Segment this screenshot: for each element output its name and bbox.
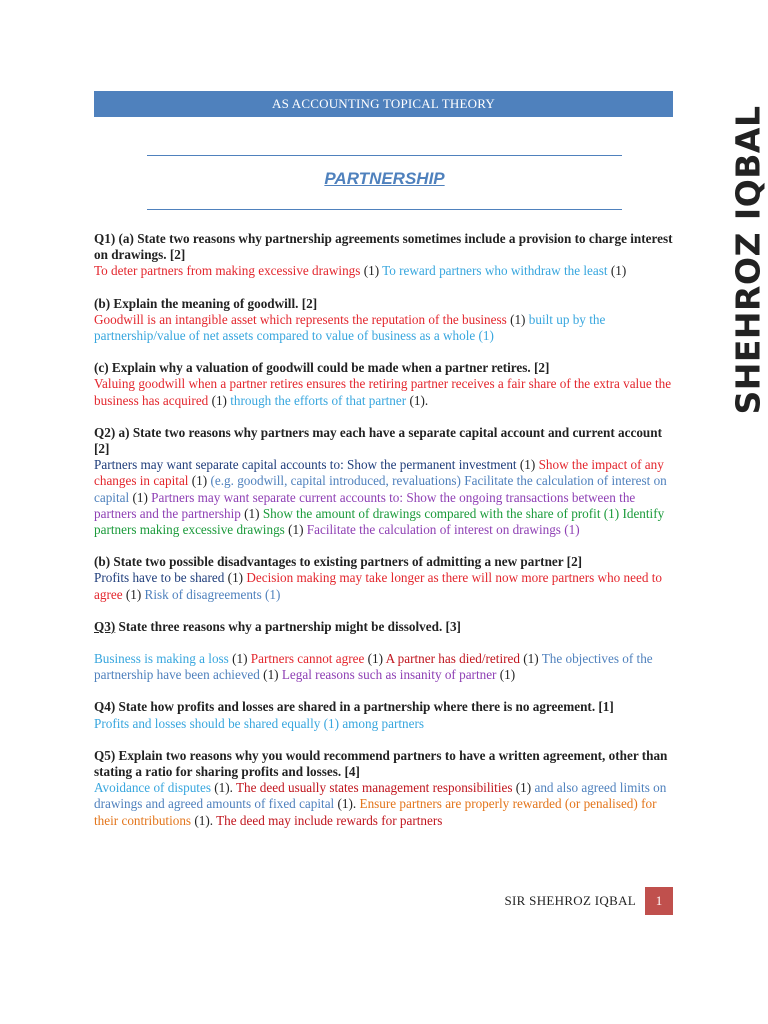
answer-segment: and also agreed limits on drawings and agreed amounts of fixed capital xyxy=(94,780,667,812)
answer-segment: (e.g. goodwill, capital introduced, revaluations) Facilitate the calculation of interest on capital xyxy=(94,473,667,505)
question-body: Q1) (a) State two reasons why partnership agreements sometimes include a provision to charge interest on drawings. [2] xyxy=(94,231,673,263)
answer-segment: Avoidance of disputes xyxy=(94,780,211,796)
title-rule-bottom xyxy=(147,209,622,210)
question-block xyxy=(94,619,676,684)
answer-segment: (1) xyxy=(364,651,386,667)
answer-segment: (1) xyxy=(360,263,383,279)
answer-segment: Partners may want separate current accounts to: Show the ongoing transactions between the partners and the partnership xyxy=(94,489,636,521)
question-body: (c) Explain why a valuation of goodwill could be made when a partner retires. [2] xyxy=(94,360,550,376)
answer-segment: To deter partners from making excessive drawings xyxy=(94,263,361,279)
page-number: 1 xyxy=(645,887,673,915)
question-block xyxy=(94,425,676,538)
answer-segment: (1) xyxy=(607,263,627,279)
question-body: Q5) Explain two reasons why you would recommend partners to have a written agreement, other than stating a ratio for sharing profits and losses. [4] xyxy=(94,747,668,780)
question-list xyxy=(94,231,676,845)
answer-segment: Risk of disagreements (1) xyxy=(144,586,281,602)
answer-segment: (1) xyxy=(188,473,211,489)
question-spacer xyxy=(94,635,676,651)
answer-segment: (1) xyxy=(129,489,152,505)
answer-segment: The deed may include rewards for partners xyxy=(216,812,443,828)
answer-segment: (1) xyxy=(208,392,231,408)
answer-segment: Goodwill is an intangible asset which represents the reputation of the business xyxy=(94,311,507,327)
answer-segment: Profits and losses should be shared equally (1) among partners xyxy=(94,715,424,731)
question-text xyxy=(94,554,676,570)
answer-segment: Facilitate the calculation of interest on drawings (1) xyxy=(306,522,580,538)
answer-segment: Business is making a loss xyxy=(94,651,229,667)
side-author-label: SHEHROZ IQBAL xyxy=(728,105,768,415)
answer-segment: (1). xyxy=(334,796,360,812)
answer-segment: through the efforts of that partner xyxy=(230,392,407,408)
answer-segment: Show the amount of drawings compared with the share of profit (1) Identify partners making excessive drawings xyxy=(94,505,665,538)
answer-text xyxy=(94,263,676,279)
answer-segment: (1). xyxy=(191,812,217,828)
answer-segment: (1) xyxy=(259,667,282,683)
answer-text xyxy=(94,457,676,538)
answer-text xyxy=(94,376,676,408)
question-block xyxy=(94,748,676,829)
answer-segment: (1) xyxy=(228,651,251,667)
question-body: (b) Explain the meaning of goodwill. [2] xyxy=(94,295,318,311)
question-text xyxy=(94,699,676,715)
question-text xyxy=(94,619,676,635)
answer-segment: built up by the partnership/value of net assets compared to value of business as a whole (1) xyxy=(94,311,606,344)
answer-segment: Partners may want separate capital accounts to: Show the permanent investment xyxy=(94,457,517,473)
answer-segment: (1) xyxy=(516,457,539,473)
answer-text xyxy=(94,780,676,829)
question-text xyxy=(94,360,676,376)
question-block xyxy=(94,360,676,409)
footer-author: SIR SHEHROZ IQBAL xyxy=(504,893,636,908)
answer-segment: Partners cannot agree xyxy=(250,651,365,667)
answer-text xyxy=(94,716,676,732)
question-body: Q2) a) State two reasons why partners may each have a separate capital account and current account [2] xyxy=(94,424,662,457)
title-rule-top xyxy=(147,155,622,156)
question-block xyxy=(94,296,676,345)
page-title: PARTNERSHIP xyxy=(324,169,445,188)
answer-segment: Profits have to be shared xyxy=(94,570,225,586)
question-text xyxy=(94,425,676,457)
answer-segment: (1) xyxy=(519,651,542,667)
answer-segment: (1) xyxy=(496,667,516,683)
answer-segment: Ensure partners are properly rewarded (or penalised) for their contributions xyxy=(94,796,657,828)
question-block xyxy=(94,699,676,731)
question-text xyxy=(94,231,676,263)
answer-segment: (1) xyxy=(122,586,145,602)
question-number: Q3) xyxy=(94,618,116,634)
answer-text xyxy=(94,651,676,683)
answer-text xyxy=(94,312,676,344)
answer-segment: (1) xyxy=(240,505,263,521)
answer-segment: (1) xyxy=(506,311,529,327)
side-author-name xyxy=(728,105,768,415)
question-body: State three reasons why a partnership might be dissolved. [3] xyxy=(115,618,461,634)
answer-segment: A partner has died/retired xyxy=(385,651,520,667)
answer-segment: Valuing goodwill when a partner retires ensures the retiring partner receives a fair share of the extra value the business has acquired xyxy=(94,376,672,408)
answer-text xyxy=(94,570,676,602)
answer-segment: Legal reasons such as insanity of partner xyxy=(281,667,497,683)
question-body: (b) State two possible disadvantages to existing partners of admitting a new partner [2] xyxy=(94,554,583,570)
question-text xyxy=(94,748,676,780)
answer-segment: (1) xyxy=(512,780,535,796)
answer-segment: (1). xyxy=(210,780,236,796)
answer-segment: Show the impact of any changes in capital xyxy=(94,457,664,489)
answer-segment: Decision making may take longer as there will now more partners who need to agree xyxy=(94,570,663,602)
answer-segment: To reward partners who withdraw the least xyxy=(382,263,608,279)
answer-segment: (1) xyxy=(224,570,247,586)
header-bar: AS ACCOUNTING TOPICAL THEORY xyxy=(94,91,673,117)
question-text xyxy=(94,296,676,312)
answer-segment: The deed usually states management responsibilities xyxy=(235,780,513,796)
question-block xyxy=(94,231,676,280)
question-block xyxy=(94,554,676,603)
answer-segment: The objectives of the partnership have been achieved xyxy=(94,651,653,683)
answer-segment: (1). xyxy=(406,392,429,408)
answer-segment: (1) xyxy=(284,522,307,538)
question-body: Q4) State how profits and losses are shared in a partnership where there is no agreement. [1] xyxy=(94,699,614,715)
